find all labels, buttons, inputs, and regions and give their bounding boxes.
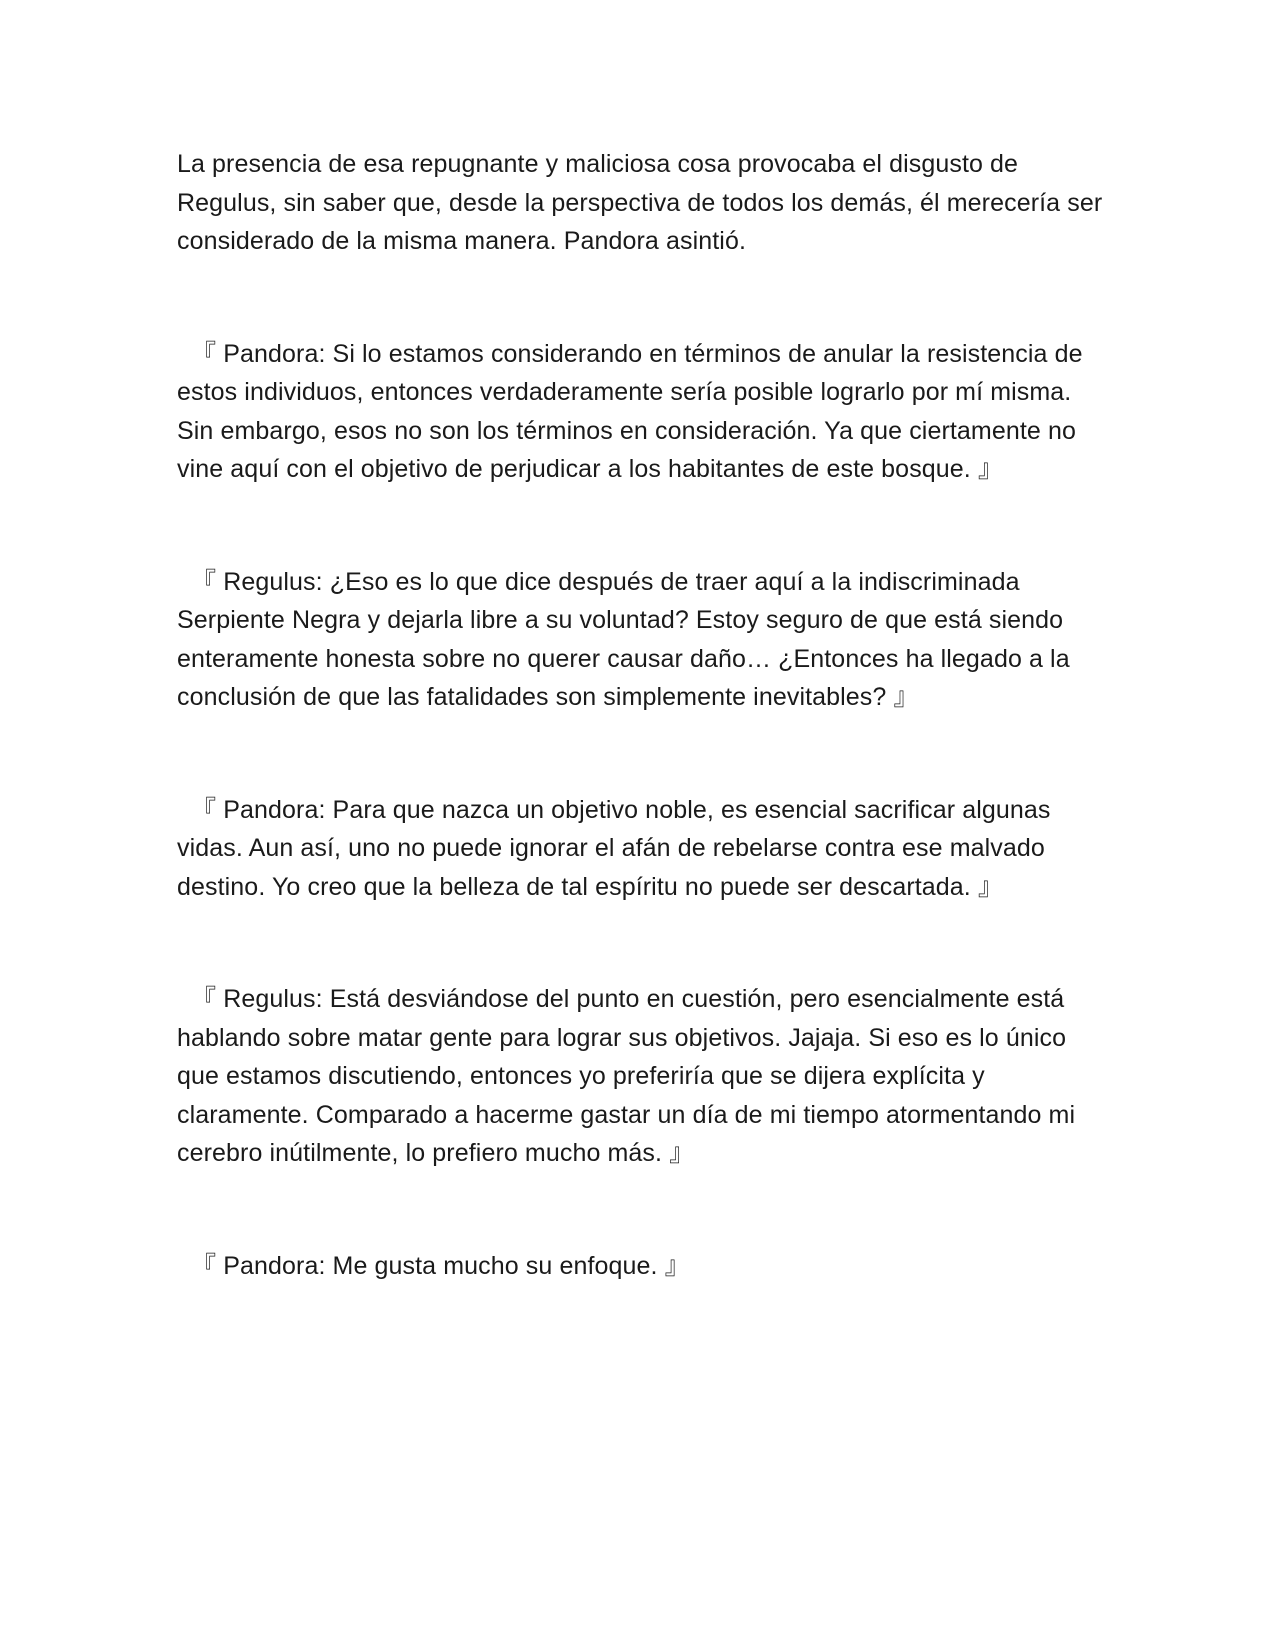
dialogue-regulus-2: 『 Regulus: Está desviándose del punto en cuestión, pero esencialmente está hablando sobre matar gente para lograr sus objetivos. Jajaja. Si eso es lo único que estamos discutiendo, entonces yo preferiría que se dijera explícita y claramente. Comparado a hacerme gastar un día de mi tiempo atormentando mi cerebro inútilmente, lo prefiero mucho más. 』: [177, 985, 1076, 1167]
narration-paragraph: La presencia de esa repugnante y maliciosa cosa provocaba el disgusto de Regulus, sin saber que, desde la perspectiva de todos los demás, él merecería ser considerado de la misma manera. Pandora asintió.: [177, 150, 1103, 255]
dialogue-regulus-1: 『 Regulus: ¿Eso es lo que dice después de traer aquí a la indiscriminada Serpiente Negra y dejarla libre a su voluntad? Estoy seguro de que está siendo enteramente honesta sobre no querer causar daño… ¿Entonces ha llegado a la conclusión de que las fatalidades son simplemente inevitables? 』: [177, 567, 1070, 711]
dialogue-pandora-2: 『 Pandora: Para que nazca un objetivo noble, es esencial sacrificar algunas vidas. Aun así, uno no puede ignorar el afán de rebelarse contra ese malvado destino. Yo creo que la belleza de tal espíritu no puede ser descartada. 』: [177, 795, 1051, 901]
dialogue-pandora-3: 『 Pandora: Me gusta mucho su enfoque. 』: [177, 1251, 690, 1280]
document-body: [177, 145, 1107, 1285]
dialogue-pandora-1: 『 Pandora: Si lo estamos considerando en términos de anular la resistencia de estos individuos, entonces verdaderamente sería posible lograrlo por mí misma. Sin embargo, esos no son los términos en consideración. Ya que ciertamente no vine aquí con el objetivo de perjudicar a los habitantes de este bosque. 』: [177, 339, 1083, 483]
